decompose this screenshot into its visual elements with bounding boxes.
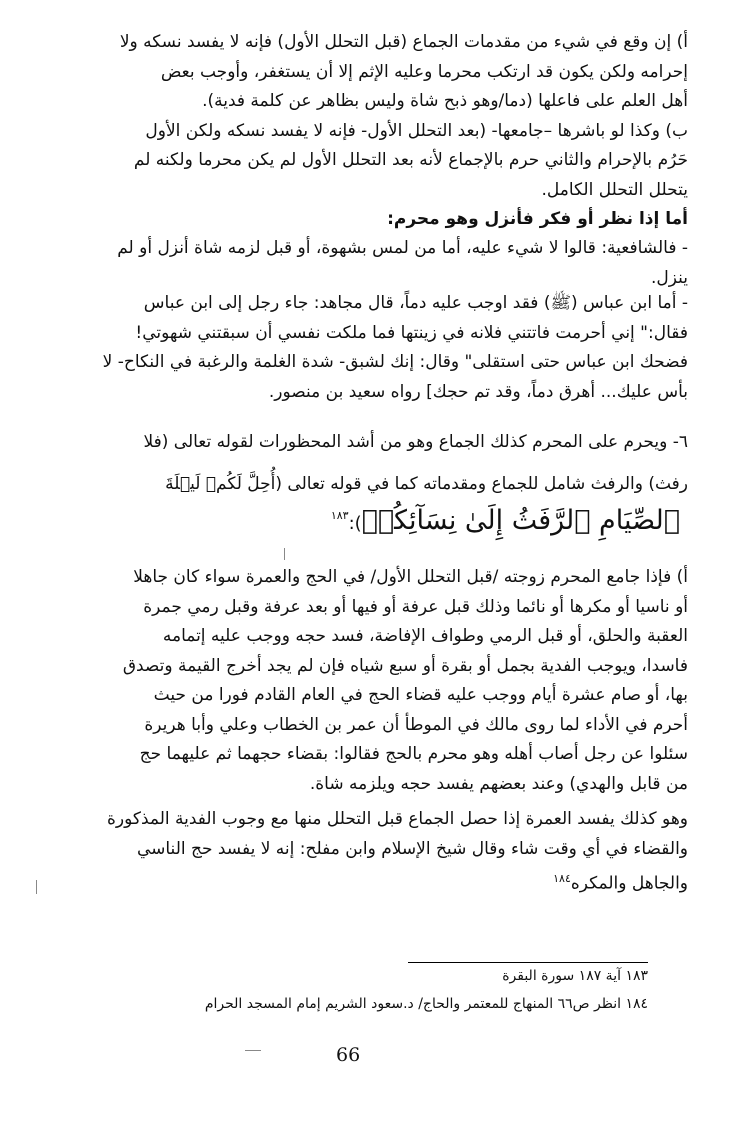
text-line: [42, 864, 688, 899]
paragraph-preliminaries: [42, 28, 688, 205]
text-line: أهل العلم على فاعلها (دما/وهو ذبح شاة وليس بظاهر عن كلمة فدية).: [202, 91, 688, 111]
footnote-ref-184: ١٨٤: [553, 872, 571, 885]
scan-mark: [245, 1050, 261, 1051]
text-line: أ) إن وقع في شيء من مقدمات الجماع (قبل التحلل الأول) فإنه لا يفسد نسكه ولا: [119, 32, 688, 52]
text-line: ينزل.: [651, 267, 688, 288]
paragraph-shafii: [42, 234, 688, 293]
verse-text: ٱلصِّيَامِ ٱلرَّفَثُ إِلَىٰ نِسَآئِكُمۡ: [361, 505, 680, 536]
text-run: والجاهل والمكره: [570, 873, 688, 894]
text-line: ب) وكذا لو باشرها –جامعها- (بعد التحلل الأول- فإنه لا يفسد نسكه ولكن الأول: [145, 120, 688, 141]
text-line: أ) فإذا جامع المحرم زوجته /قبل التحلل الأول/ في الحج والعمرة سواء كان جاهلا: [133, 567, 688, 587]
text-line: يتحلل التحلل الكامل.: [541, 179, 688, 200]
paragraph-umrah-ruling: [42, 805, 688, 899]
text-line: - فالشافعية: قالوا لا شيء عليه، أما من لمس بشهوة، أو قبل لزمه شاة أنزل أو لم: [117, 238, 688, 258]
footnote-divider: [408, 962, 648, 963]
text-line: سئلوا عن رجل أصاب أهله وهو محرم بالحج فقالوا: بقضاء حجهما ثم عليهما حج: [139, 744, 688, 764]
scan-mark: [284, 548, 285, 560]
text-line: رفث) والرفث شامل للجماع ومقدماته كما في قوله تعالى (أُحِلَّ لَكُمۡ لَيۡلَةَ: [165, 474, 688, 494]
page-number: 66: [336, 1044, 361, 1066]
text-line: بها، أو صام عشرة أيام ووجب عليه قضاء الحج في العام القادم فورا من حيث: [153, 685, 688, 705]
verse-close: ):: [348, 513, 362, 534]
text-line: العقبة والحلق، أو قبل الرمي وطواف الإفاضة، فسد حجه ووجب عليه إتمامه: [162, 626, 688, 646]
text-line: أو ناسيا أو مكرها أو نائما وذلك قبل عرفة أو فيها أو بعد عرفة وقبل رمي جمرة: [143, 596, 688, 617]
text-line: والقضاء في أي وقت شاء وقال شيخ الإسلام وابن مفلح: إنه لا يفسد حج الناسي: [136, 838, 688, 859]
text-line: فضحك ابن عباس حتى استقلى" وقال: إنك لشبق- شدة الغلمة والرغبة في النكاح- لا: [102, 352, 688, 372]
text-line: - أما ابن عباس (ﷺ) فقد اوجب عليه دماً، قال مجاهد: جاء رجل إلى ابن عباس: [143, 293, 688, 313]
paragraph-jima-prohibition: [42, 421, 688, 505]
text-line: فقال:" إني أحرمت فاتتني فلانه في زينتها فما ملكت نفسي أن سبقتني شهوتي!: [135, 322, 688, 343]
paragraph-hajj-ruling: [42, 563, 688, 799]
text-line: وهو كذلك يفسد العمرة إذا حصل الجماع قبل التحلل منها مع وجوب الفدية المذكورة: [106, 809, 688, 829]
quran-verse: [180, 505, 680, 536]
paragraph-ibn-abbas: [42, 289, 688, 407]
text-line: بأس عليك... أهرق دماً، وقد تم حجك] رواه سعيد بن منصور.: [268, 381, 688, 402]
footnote-183: ١٨٣ آية ١٨٧ سورة البقرة: [502, 968, 648, 984]
text-line: حَرُم بالإحرام والثاني حرم بالإجماع لأنه بعد التحلل الأول لم يكن محرما ولكنه لم: [133, 150, 688, 170]
footnote-ref-183: ١٨٣: [330, 509, 349, 522]
text-line: فاسدا، ويوجب الفدية بجمل أو بقرة أو سبع شياه فإن لم يجد أخرج القيمة وتصدق: [122, 655, 688, 676]
text-line: أحرم في الأداء لما روى مالك في الموطأ أن عمر بن الخطاب وعلي وأبا هريرة: [144, 714, 688, 735]
footnote-184: ١٨٤ انظر ص٦٦ المنهاج للمعتمر والحاج/ د.سعود الشريم إمام المسجد الحرام: [204, 996, 648, 1012]
text-line: إحرامه ولكن يكون قد ارتكب محرما وعليه الإثم إلا أن يستغفر، وأوجب بعض: [160, 61, 688, 82]
question-heading: أما إذا نظر أو فكر فأنزل وهو محرم:: [387, 209, 688, 229]
text-line: من قابل والهدي) وعند بعضهم يفسد حجه ويلزمه شاة.: [309, 773, 688, 794]
text-line: ٦- ويحرم على المحرم كذلك الجماع وهو من أشد المحظورات لقوله تعالى (فلا: [143, 432, 688, 452]
scan-mark: [36, 880, 37, 894]
